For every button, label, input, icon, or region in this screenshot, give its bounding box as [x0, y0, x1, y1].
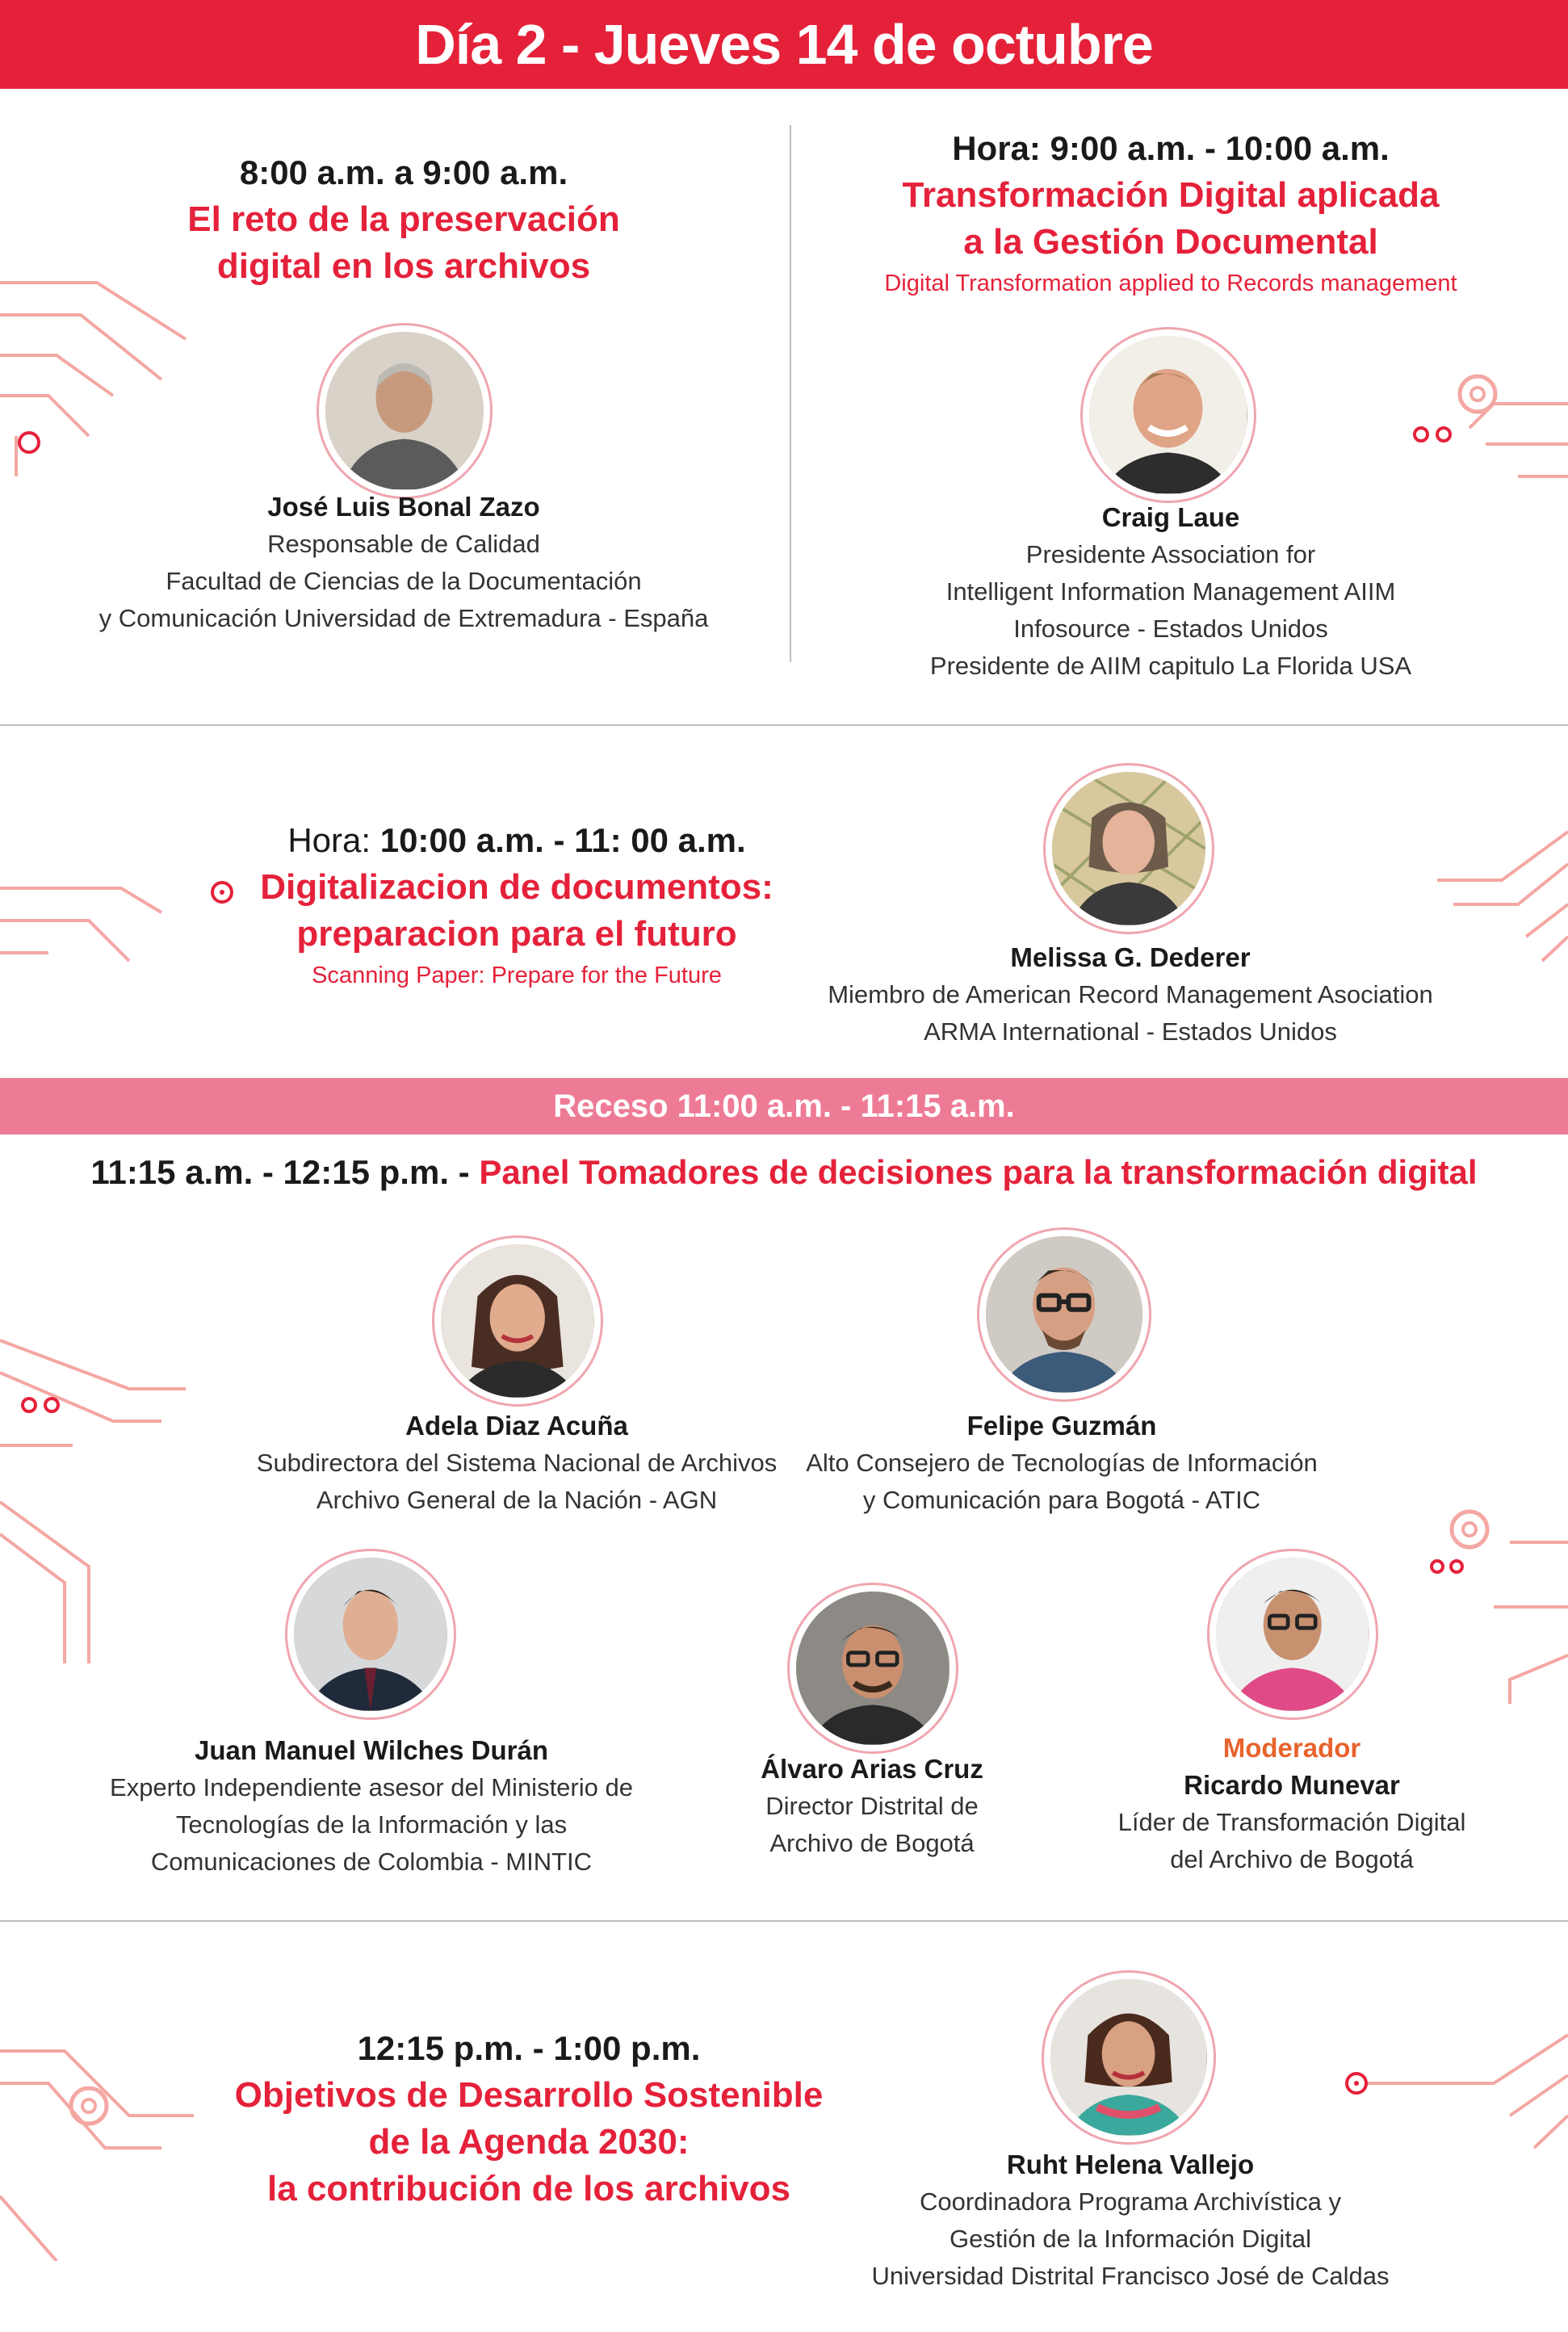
person-icon — [294, 1558, 447, 1711]
session-2 — [807, 125, 1534, 301]
session-2-title-line-1: Transformación Digital aplicada — [902, 175, 1440, 215]
session-5 — [202, 2025, 856, 2212]
session-3-title-line-2: preparacion para el futuro — [296, 914, 737, 954]
speaker-role-line: y Comunicación para Bogotá - ATIC — [862, 1486, 1261, 1514]
speaker-name: Ricardo Munevar — [1184, 1770, 1400, 1800]
session-1-title-line-1: El reto de la preservación — [187, 199, 620, 239]
column-divider — [790, 125, 791, 662]
speaker-ruht-helena — [824, 2146, 1437, 2295]
person-icon — [796, 1592, 950, 1745]
speaker-name: Felipe Guzmán — [966, 1411, 1157, 1441]
speaker-photo-melissa — [1043, 763, 1214, 934]
person-icon — [441, 1244, 594, 1398]
session-2-subtitle: Digital Transformation applied to Records management — [884, 271, 1457, 296]
day-header: Día 2 - Jueves 14 de octubre — [0, 0, 1568, 89]
panel-title: Panel Tomadores de decisiones para la transformación digital — [479, 1153, 1478, 1191]
session-3-time-prefix: Hora: — [287, 821, 371, 859]
speaker-role-line: Infosource - Estados Unidos — [1013, 614, 1328, 643]
speaker-name: José Luis Bonal Zazo — [267, 492, 540, 522]
section-divider — [0, 724, 1568, 726]
speaker-role-line: Director Distrital de — [765, 1792, 979, 1820]
speaker-role-line: Archivo de Bogotá — [769, 1829, 975, 1857]
speaker-melissa — [799, 939, 1461, 1051]
speaker-name: Adela Diaz Acuña — [405, 1411, 628, 1441]
speaker-name: Craig Laue — [1101, 502, 1240, 532]
circuit-decoration-right-1 — [1373, 355, 1568, 517]
speaker-photo-craig-laue — [1080, 327, 1256, 503]
session-1-title-line-2: digital en los archivos — [216, 246, 591, 286]
session-3-subtitle: Scanning Paper: Prepare for the Future — [312, 963, 722, 988]
speaker-role-line: Intelligent Information Management AIIM — [945, 577, 1396, 606]
session-3 — [202, 817, 832, 993]
speaker-role-line: Líder de Transformación Digital — [1117, 1808, 1466, 1836]
session-5-title-line-2: de la Agenda 2030: — [368, 2122, 690, 2162]
person-icon — [325, 332, 483, 489]
session-3-title-line-1: Digitalizacion de documentos: — [260, 867, 774, 907]
session-5-title-line-1: Objetivos de Desarrollo Sostenible — [234, 2075, 824, 2115]
speaker-juan-manuel — [89, 1732, 654, 1881]
person-icon — [1050, 1979, 1206, 2135]
circuit-decoration-left-3 — [0, 1324, 186, 1680]
section-divider — [0, 1920, 1568, 1922]
speaker-name: Álvaro Arias Cruz — [761, 1754, 983, 1784]
panel-heading — [0, 1148, 1568, 1197]
speaker-role-line: Universidad Distrital Francisco José de Caldas — [871, 2262, 1390, 2290]
speaker-photo-jose-luis — [317, 323, 493, 499]
speaker-photo-alvaro — [787, 1583, 958, 1754]
moderator-badge: Moderador — [1222, 1733, 1361, 1763]
speaker-jose-luis — [65, 489, 743, 637]
speaker-role-line: Tecnologías de la Información y las — [175, 1810, 568, 1839]
speaker-ricardo — [1074, 1730, 1510, 1878]
session-3-time-value: 10:00 a.m. - 11: 00 a.m. — [379, 821, 746, 859]
speaker-photo-adela — [432, 1235, 603, 1407]
speaker-role-line: Facultad de Ciencias de la Documentación — [166, 567, 642, 595]
session-1 — [65, 149, 743, 290]
speaker-alvaro — [711, 1751, 1033, 1862]
speaker-photo-juan-manuel — [285, 1549, 456, 1720]
speaker-role-line: Presidente Association for — [1025, 540, 1316, 568]
speaker-role-line: Responsable de Calidad — [267, 530, 540, 558]
person-icon — [1052, 772, 1205, 925]
speaker-role-line: Gestión de la Información Digital — [949, 2225, 1311, 2253]
panel-time: 11:15 a.m. - 12:15 p.m. - — [90, 1153, 470, 1191]
speaker-role-line: ARMA International - Estados Unidos — [924, 1017, 1337, 1046]
speaker-role-line: Miembro de American Record Management Asociation — [828, 980, 1433, 1009]
speaker-role-line: Experto Independiente asesor del Ministerio de — [110, 1773, 633, 1801]
session-2-time: Hora: 9:00 a.m. - 10:00 a.m. — [952, 129, 1390, 167]
person-icon — [986, 1236, 1142, 1392]
speaker-role-line: del Archivo de Bogotá — [1170, 1845, 1414, 1873]
session-5-time: 12:15 p.m. - 1:00 p.m. — [357, 2029, 701, 2067]
speaker-role-line: Alto Consejero de Tecnologías de Información — [806, 1449, 1318, 1477]
session-3-time — [202, 817, 832, 864]
person-icon — [1089, 336, 1247, 493]
speaker-role-line: Coordinadora Programa Archivística y — [919, 2187, 1342, 2216]
session-5-title-line-3: la contribución de los archivos — [267, 2169, 790, 2208]
speaker-name: Melissa G. Dederer — [1010, 942, 1251, 972]
speaker-photo-ruht-helena — [1042, 1970, 1216, 2145]
speaker-role-line: y Comunicación Universidad de Extremadura - España — [99, 604, 709, 632]
speaker-felipe — [775, 1407, 1348, 1519]
person-icon — [1216, 1558, 1369, 1711]
speaker-role-line: Archivo General de la Nación - AGN — [316, 1486, 718, 1514]
speaker-role-line: Comunicaciones de Colombia - MINTIC — [150, 1848, 593, 1876]
session-1-time: 8:00 a.m. a 9:00 a.m. — [239, 153, 568, 191]
speaker-craig-laue — [807, 499, 1534, 685]
speaker-photo-felipe — [977, 1227, 1151, 1402]
speaker-role-line: Presidente de AIIM capitulo La Florida USA — [929, 652, 1412, 680]
circuit-decoration-right-3 — [1373, 1494, 1568, 1704]
circuit-decoration-left-4 — [0, 2003, 194, 2261]
recess-banner: Receso 11:00 a.m. - 11:15 a.m. — [0, 1078, 1568, 1135]
speaker-name: Juan Manuel Wilches Durán — [195, 1735, 548, 1765]
speaker-adela — [242, 1407, 791, 1519]
speaker-photo-ricardo — [1207, 1549, 1378, 1720]
speaker-role-line: Subdirectora del Sistema Nacional de Archivos — [256, 1449, 778, 1477]
session-2-title-line-2: a la Gestión Documental — [963, 222, 1378, 262]
speaker-name: Ruht Helena Vallejo — [1006, 2150, 1255, 2179]
